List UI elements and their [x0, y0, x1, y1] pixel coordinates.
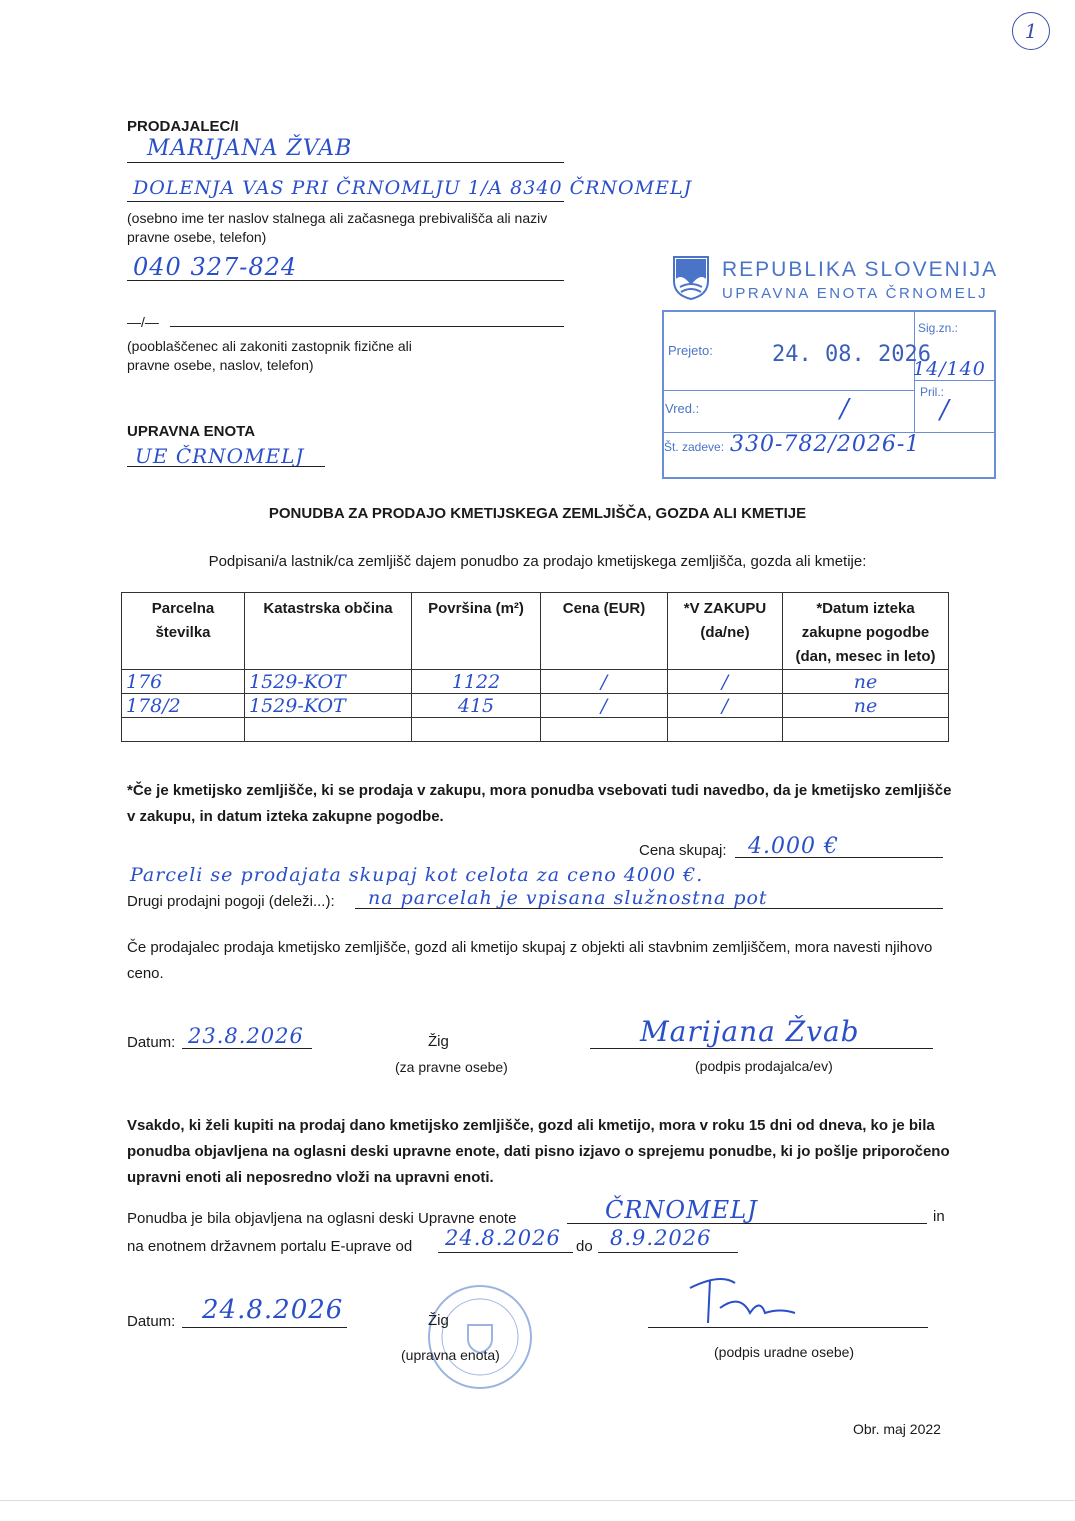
cell-price: /	[541, 670, 668, 694]
cell-price	[541, 718, 668, 742]
seller-address: DOLENJA VAS PRI ČRNOMLJU 1/A 8340 ČRNOMELJ	[133, 177, 693, 199]
seller-signature-note: (podpis prodajalca/ev)	[695, 1058, 833, 1074]
office-value: UE ČRNOMELJ	[135, 444, 305, 468]
cell-lease: /	[668, 670, 783, 694]
case-label: Št. zadeve:	[664, 440, 725, 454]
header-price: Cena (EUR)	[541, 593, 668, 670]
seller-address-note: (osebno ime ter naslov stalnega ali začasnega prebivališča ali naziv pravne osebe, telefon)	[127, 210, 548, 245]
buy-note: Vsakdo, ki želi kupiti na prodaj dano kmetijsko zemljišče, gozd ali kmetijo, mora v roku 15 dni od dneva, ko je bila ponudba objavljena na oglasni deski upravne enote, dati pisno izjavo o sprejemu ponudbe, ki jo pošlje priporočeno upravni enoti ali neposredno vloži na upravni enoti.	[127, 1117, 950, 1186]
header-lease: *V ZAKUPU (da/ne)	[668, 593, 783, 670]
representative-note: (pooblaščenec ali zakoniti zastopnik fizične ali pravne osebe, naslov, telefon)	[127, 338, 412, 373]
official-signature-line	[648, 1327, 928, 1328]
table-row	[122, 694, 949, 718]
published-in: in	[933, 1208, 945, 1225]
seller-date-label: Datum:	[127, 1034, 176, 1051]
office-heading: UPRAVNA ENOTA	[127, 423, 256, 440]
header-parcel: Parcelna številka	[122, 593, 245, 670]
cell-area: 1122	[412, 670, 541, 694]
bottom-edge	[0, 1500, 1075, 1501]
office-stamp-label: Žig	[428, 1312, 449, 1329]
objects-note: Če prodajalec prodaja kmetijsko zemljišče, gozd ali kmetijo skupaj z objekti ali stavbnim zemljiščem, mora navesti njihovo ceno.	[127, 939, 933, 982]
round-office-stamp	[428, 1285, 532, 1389]
seller-date-value: 23.8.2026	[188, 1024, 304, 1048]
published-text1: Ponudba je bila objavljena na oglasni deski Upravne enote	[127, 1210, 517, 1227]
seller-stamp-label: Žig	[428, 1033, 449, 1050]
seller-signature-line	[590, 1048, 933, 1049]
seller-heading: PRODAJALEC/I	[127, 118, 239, 135]
coat-of-arms-logo	[672, 255, 710, 301]
cell-lease: /	[668, 694, 783, 718]
cell-area: 415	[412, 694, 541, 718]
cell-lease	[668, 718, 783, 742]
form-version: Obr. maj 2022	[853, 1421, 941, 1437]
total-price-value: 4.000 €	[748, 834, 839, 859]
published-to-label: do	[576, 1238, 593, 1255]
published-from: 24.8.2026	[445, 1226, 561, 1250]
representative-line	[170, 326, 564, 327]
published-office-line	[567, 1223, 927, 1224]
seller-stamp-note: (za pravne osebe)	[395, 1059, 508, 1075]
cell-expiry: ne	[783, 694, 949, 718]
form-title: PONUDBA ZA PRODAJO KMETIJSKEGA ZEMLJIŠČA, GOZDA ALI KMETIJE	[268, 505, 807, 522]
sign-value: 14/140	[913, 358, 986, 380]
cell-area	[412, 718, 541, 742]
received-date: 24. 08. 2026	[772, 342, 931, 367]
attach-label: Pril.:	[920, 385, 944, 399]
official-signature	[680, 1268, 800, 1328]
received-label: Prejeto:	[668, 343, 713, 358]
value-mark: /	[840, 394, 850, 424]
seller-address-line	[127, 201, 564, 202]
total-price-label: Cena skupaj:	[639, 842, 727, 859]
stamp-republic: REPUBLIKA SLOVENIJA	[722, 258, 999, 281]
table-row	[122, 670, 949, 694]
cell-price: /	[541, 694, 668, 718]
seller-phone-line	[127, 280, 564, 281]
cell-parcel: 176	[122, 670, 245, 694]
seller-signature: Marijana Žvab	[640, 1015, 860, 1048]
attach-mark: /	[940, 395, 950, 425]
cell-cadastral	[245, 718, 412, 742]
header-area: Površina (m²)	[412, 593, 541, 670]
office-stamp-note: (upravna enota)	[401, 1347, 500, 1363]
representative-value: —/—	[127, 314, 159, 330]
stamp-office: UPRAVNA ENOTA ČRNOMELJ	[722, 285, 989, 302]
office-line	[127, 466, 325, 467]
lease-note: *Če je kmetijsko zemljišče, ki se prodaja v zakupu, mora ponudba vsebovati tudi navedbo, da je kmetijsko zemljišče v zakupu, in datum izteka zakupne pogodbe.	[127, 782, 952, 825]
other-conditions-rule	[355, 908, 943, 909]
published-to: 8.9.2026	[610, 1226, 712, 1250]
case-value: 330-782/2026-1	[730, 432, 921, 457]
intro-text: Podpisani/a lastnik/ca zemljišč dajem ponudbo za prodajo kmetijskega zemljišča, gozda ali kmetije:	[208, 553, 867, 570]
other-conditions-label: Drugi prodajni pogoji (deleži...):	[127, 893, 335, 910]
seller-phone: 040 327-824	[133, 253, 298, 281]
cell-cadastral: 1529-KOT	[245, 670, 412, 694]
other-conditions-line1: Parceli se prodajata skupaj kot celota za ceno 4000 €.	[130, 864, 704, 886]
parcel-table	[121, 592, 949, 742]
cell-parcel	[122, 718, 245, 742]
published-office: ČRNOMELJ	[605, 1196, 758, 1224]
cell-parcel: 178/2	[122, 694, 245, 718]
header-expiry: *Datum izteka zakupne pogodbe (dan, mesec in leto)	[783, 593, 949, 670]
header-cadastral: Katastrska občina	[245, 593, 412, 670]
seller-name-line	[127, 162, 564, 163]
cell-cadastral: 1529-KOT	[245, 694, 412, 718]
seller-name: MARIJANA ŽVAB	[147, 136, 353, 161]
seller-date-line	[182, 1048, 312, 1049]
official-signature-note: (podpis uradne osebe)	[714, 1344, 855, 1360]
office-date-value: 24.8.2026	[202, 1295, 344, 1325]
page-number-mark: 1	[1012, 12, 1050, 50]
value-label: Vred.:	[665, 401, 700, 416]
published-from-line	[438, 1252, 573, 1253]
cell-expiry	[783, 718, 949, 742]
sign-label: Sig.zn.:	[918, 321, 959, 335]
office-date-line	[182, 1327, 347, 1328]
published-to-line	[598, 1252, 738, 1253]
published-text2: na enotnem državnem portalu E-uprave od	[127, 1238, 413, 1255]
other-conditions-line2: na parcelah je vpisana služnostna pot	[368, 887, 768, 909]
table-row	[122, 718, 949, 742]
cell-expiry: ne	[783, 670, 949, 694]
total-price-line	[735, 857, 943, 858]
office-date-label: Datum:	[127, 1313, 176, 1330]
